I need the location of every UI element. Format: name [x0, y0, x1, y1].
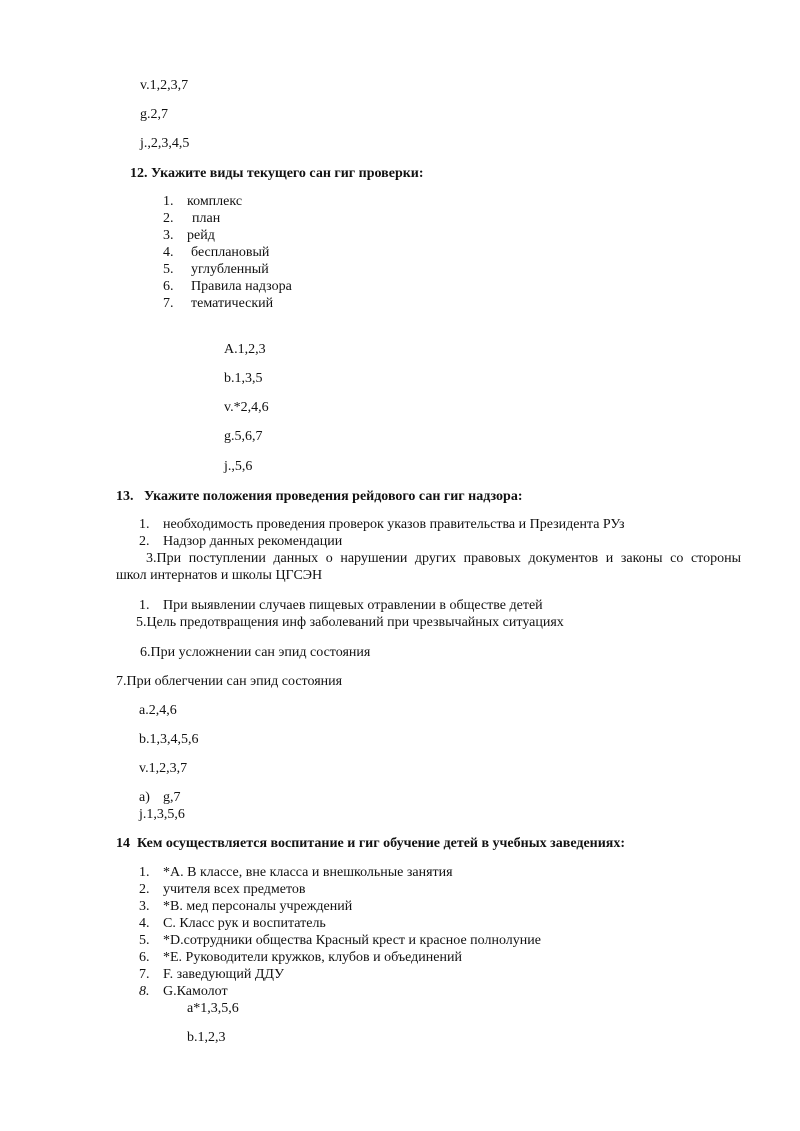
list-item-number: 2. [163, 211, 174, 226]
question-13-title: 13. Укажите положения проведения рейдового сан гиг надзора: [116, 489, 523, 504]
list-item-number: 4. [163, 245, 174, 260]
list-item: рейд [187, 228, 215, 243]
list-item-number: 2. [139, 882, 150, 897]
list-item-number: 7. [139, 967, 150, 982]
list-item-number: a) [139, 790, 150, 805]
answer-option: b.1,3,4,5,6 [139, 732, 199, 747]
answer-option: g,7 [163, 790, 181, 805]
list-item: план [192, 211, 221, 226]
answer-option: A.1,2,3 [224, 342, 266, 357]
list-item: *D.сотрудники общества Красный крест и красное полнолуние [163, 933, 541, 948]
list-item-number: 1. [163, 194, 174, 209]
list-item-number: 1. [139, 865, 150, 880]
answer-option: j.,5,6 [224, 459, 253, 474]
answer-option: g.2,7 [140, 107, 168, 122]
list-item: *A. В классе, вне класса и внешкольные занятия [163, 865, 453, 880]
list-item: Правила надзора [191, 279, 292, 294]
list-item-continuation: школ интернатов и школы ЦГСЭН [116, 568, 323, 583]
list-item-number: 6. [163, 279, 174, 294]
list-item-number: 1. [139, 517, 150, 532]
list-item: углубленный [191, 262, 269, 277]
list-item: 6.При усложнении сан эпид состояния [140, 645, 371, 660]
list-item: Надзор данных рекомендации [163, 534, 343, 549]
list-item: 7.При облегчении сан эпид состояния [116, 674, 343, 689]
list-item-number: 4. [139, 916, 150, 931]
answer-option: a*1,3,5,6 [187, 1001, 239, 1016]
answer-option: a.2,4,6 [139, 703, 177, 718]
list-item: F. заведующий ДДУ [163, 967, 284, 982]
list-item: бесплановый [191, 245, 270, 260]
list-item: C. Класс рук и воспитатель [163, 916, 326, 931]
list-item-number: 7. [163, 296, 174, 311]
list-item-number: 8. [139, 984, 150, 999]
answer-option: v.*2,4,6 [224, 400, 269, 415]
answer-option: g.5,6,7 [224, 429, 263, 444]
answer-option: j.1,3,5,6 [139, 807, 185, 822]
answer-option: b.1,3,5 [224, 371, 263, 386]
question-14-title: 14 Кем осуществляется воспитание и гиг обучение детей в учебных заведениях: [116, 836, 626, 851]
list-item: тематический [191, 296, 274, 311]
answer-option: b.1,2,3 [187, 1030, 226, 1045]
list-item-number: 3. [139, 899, 150, 914]
list-item-number: 1. [139, 598, 150, 613]
list-item-number: 5. [163, 262, 174, 277]
list-item: учителя всех предметов [163, 882, 306, 897]
answer-option: j.,2,3,4,5 [140, 136, 190, 151]
list-item: 5.Цель предотвращения инф заболеваний при чрезвычайных ситуациях [136, 615, 564, 630]
list-item-number: 6. [139, 950, 150, 965]
answer-option: v.1,2,3,7 [140, 78, 189, 93]
list-item: *E. Руководители кружков, клубов и объединений [163, 950, 462, 965]
list-item: *B. мед персоналы учреждений [163, 899, 353, 914]
list-item: При выявлении случаев пищевых отравлении в обществе детей [163, 598, 543, 613]
list-item: G.Камолот [163, 984, 228, 999]
answer-option: v.1,2,3,7 [139, 761, 188, 776]
list-item: необходимость проведения проверок указов правительства и Президента РУз [163, 517, 625, 532]
list-item-number: 3. [163, 228, 174, 243]
list-item-number: 2. [139, 534, 150, 549]
list-item: комплекс [187, 194, 243, 209]
question-12-title: 12. Укажите виды текущего сан гиг проверки: [130, 166, 424, 181]
list-item-number: 5. [139, 933, 150, 948]
list-item: 3.При поступлении данных о нарушении других правовых документов и законы со стороны [146, 551, 741, 566]
